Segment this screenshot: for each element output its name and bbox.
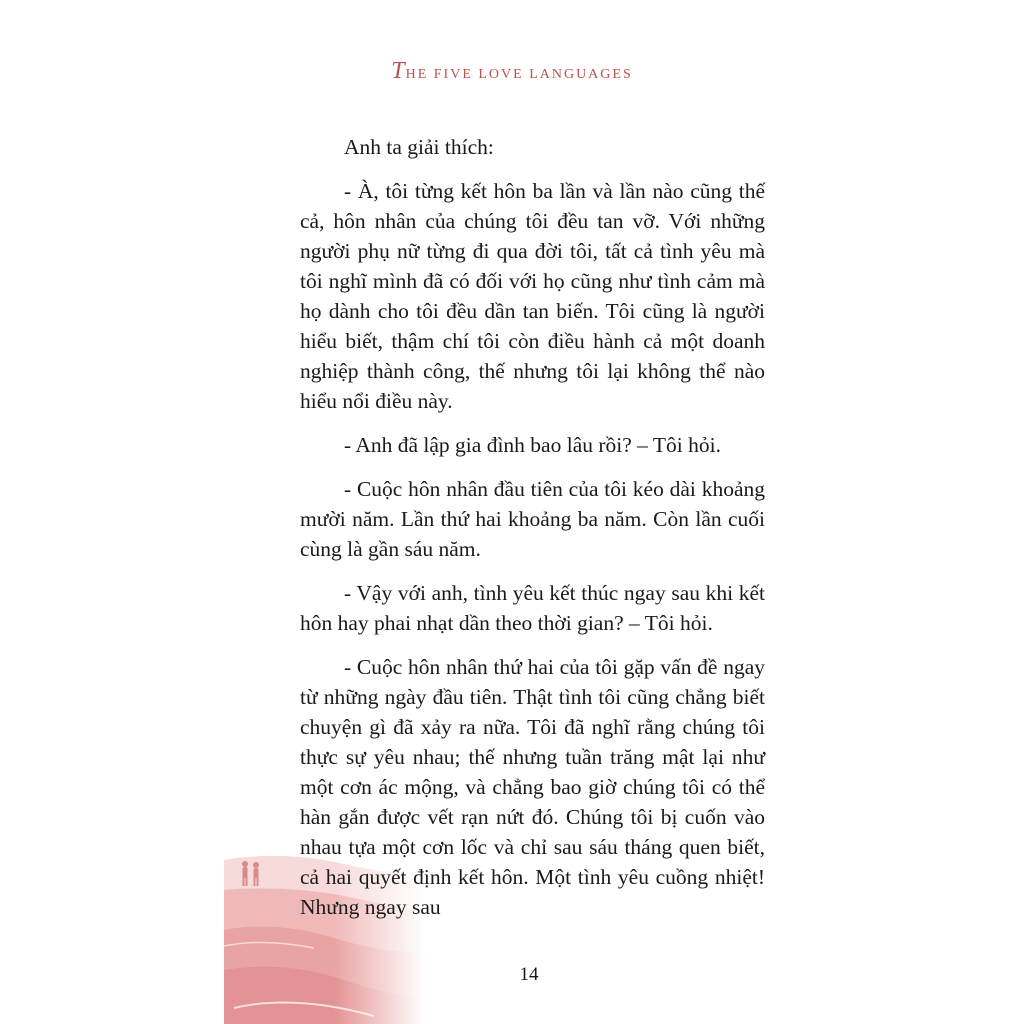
book-page (224, 0, 800, 1024)
header-drop-letter: T (391, 58, 405, 84)
paragraph: - Vậy với anh, tình yêu kết thúc ngay sau khi kết hôn hay phai nhạt dần theo thời gian? – Tôi hỏi. (300, 581, 765, 635)
header-title: HE FIVE LOVE LANGUAGES (405, 67, 633, 82)
paragraph: - Cuộc hôn nhân thứ hai của tôi gặp vấn đề ngay từ những ngày đầu tiên. Thật tình tôi cũng chẳng biết chuyện gì đã xảy ra nữa. Tôi đã nghĩ rằng chúng tôi thực sự yêu nhau; thế nhưng tuần trăng mật lại như một cơn ác mộng, và chẳng bao giờ chúng tôi có thể hàn gắn được vết rạn nứt đó. Chúng tôi bị cuốn vào nhau tựa một cơn lốc và chỉ sau sáu tháng quen biết, cả hai quyết định kết hôn. Một tình yêu cuồng nhiệt! Nhưng ngay sau (300, 655, 765, 919)
body-text (300, 132, 765, 936)
page-number: 14 (519, 964, 539, 985)
paragraph: - À, tôi từng kết hôn ba lần và lần nào cũng thế cả, hôn nhân của chúng tôi đều tan vỡ. Với những người phụ nữ từng đi qua đời tôi, tất cả tình yêu mà tôi nghĩ mình đã có đối với họ cũng như tình cảm mà họ dành cho tôi đều dần tan biến. Tôi cũng là người hiểu biết, thậm chí tôi còn điều hành cả một doanh nghiệp thành công, thế nhưng tôi lại không thể nào hiểu nổi điều này. (300, 179, 765, 413)
paragraph: - Anh đã lập gia đình bao lâu rồi? – Tôi hỏi. (344, 433, 721, 457)
paragraph: - Cuộc hôn nhân đầu tiên của tôi kéo dài khoảng mười năm. Lần thứ hai khoảng ba năm. Còn lần cuối cùng là gần sáu năm. (300, 477, 765, 561)
paragraph: Anh ta giải thích: (344, 135, 494, 159)
running-header (224, 58, 800, 85)
